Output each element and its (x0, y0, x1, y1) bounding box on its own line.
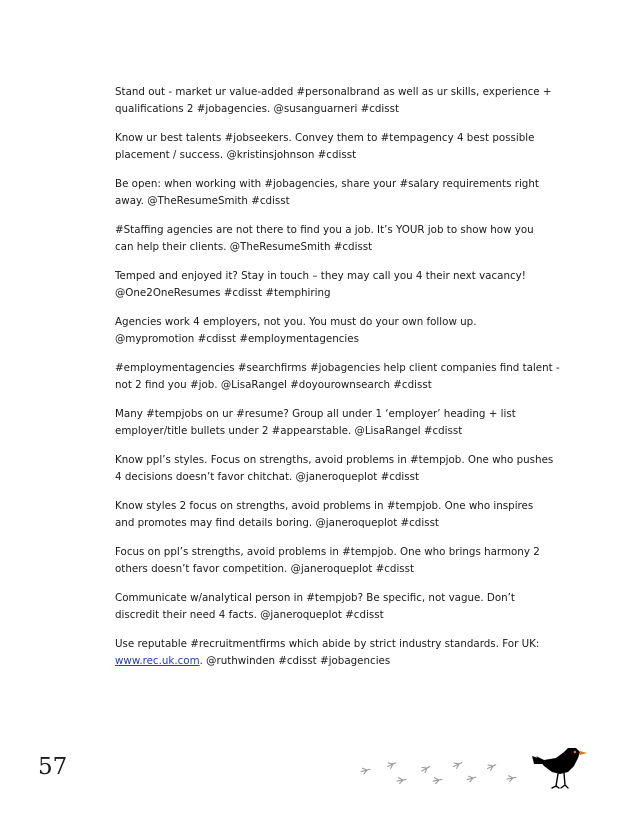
tip-paragraph (115, 222, 575, 256)
tip-line: can help their clients. @TheResumeSmith #cdisst (115, 241, 373, 253)
tip-line: not 2 find you #job. @LisaRangel #doyourownsearch #cdisst (115, 379, 432, 391)
tip-line-tail: . @ruthwinden #cdisst #jobagencies (199, 655, 391, 667)
tip-paragraph (115, 130, 575, 164)
tip-paragraph-last (115, 636, 575, 670)
tip-line: 4 decisions doesn’t favor chitchat. @janeroqueplot #cdisst (115, 471, 420, 483)
tip-line: employer/title bullets under 2 #appearstable. @LisaRangel #cdisst (115, 425, 463, 437)
tip-line: away. @TheResumeSmith #cdisst (115, 195, 290, 207)
tip-paragraph (115, 544, 575, 578)
tip-line: Focus on ppl’s strengths, avoid problems in #tempjob. One who brings harmony 2 (115, 546, 540, 558)
tip-line: Many #tempjobs on ur #resume? Group all under 1 ‘employer’ heading + list (115, 408, 516, 420)
tip-paragraph (115, 176, 575, 210)
tips-list (115, 84, 575, 682)
tip-paragraph (115, 314, 575, 348)
tip-paragraph (115, 498, 575, 532)
page-number: 57 (38, 754, 68, 780)
tip-line: @One2OneResumes #cdisst #temphiring (115, 287, 331, 299)
tip-line: discredit their need 4 facts. @janeroqueplot #cdisst (115, 609, 384, 621)
tip-line: Agencies work 4 employers, not you. You must do your own follow up. (115, 316, 477, 328)
blackbird-icon (530, 742, 588, 790)
tip-line: qualifications 2 #jobagencies. @susanguarneri #cdisst (115, 103, 400, 115)
tip-line: #Staffing agencies are not there to find you a job. It’s YOUR job to show how you (115, 224, 534, 236)
tip-line: Be open: when working with #jobagencies, share your #salary requirements right (115, 178, 539, 190)
tip-paragraph (115, 452, 575, 486)
tip-line: Use reputable #recruitmentfirms which abide by strict industry standards. For UK: (115, 638, 540, 650)
tip-line: Temped and enjoyed it? Stay in touch – they may call you 4 their next vacancy! (115, 270, 526, 282)
bird-footprints-icon (355, 758, 530, 798)
tip-line: Know ppl’s styles. Focus on strengths, avoid problems in #tempjob. One who pushes (115, 454, 554, 466)
tip-line: Stand out - market ur value-added #personalbrand as well as ur skills, experience + (115, 86, 552, 98)
tip-paragraph (115, 590, 575, 624)
tip-paragraph (115, 268, 575, 302)
tip-line: Know ur best talents #jobseekers. Convey them to #tempagency 4 best possible (115, 132, 535, 144)
tip-line: and promotes may find details boring. @janeroqueplot #cdisst (115, 517, 439, 529)
tip-paragraph (115, 84, 575, 118)
tip-line: #employmentagencies #searchfirms #jobagencies help client companies find talent - (115, 362, 560, 374)
tip-line: others doesn’t favor competition. @janeroqueplot #cdisst (115, 563, 415, 575)
tip-paragraph (115, 406, 575, 440)
tip-line: placement / success. @kristinsjohnson #cdisst (115, 149, 357, 161)
rec-uk-link[interactable]: www.rec.uk.com (115, 655, 200, 667)
tip-line: @mypromotion #cdisst #employmentagencies (115, 333, 359, 345)
tip-paragraph (115, 360, 575, 394)
tip-line: Know styles 2 focus on strengths, avoid problems in #tempjob. One who inspires (115, 500, 534, 512)
tip-line: Communicate w/analytical person in #tempjob? Be specific, not vague. Don’t (115, 592, 515, 604)
